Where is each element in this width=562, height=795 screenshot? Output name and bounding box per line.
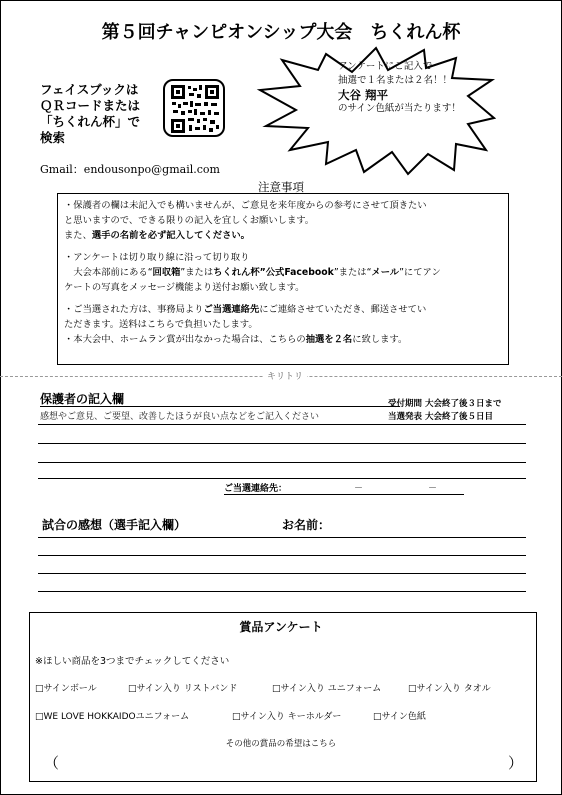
notes-text: 大会本部前にある“ bbox=[73, 267, 153, 278]
contact-dash: － bbox=[428, 484, 438, 494]
facebook-info bbox=[40, 82, 160, 146]
prize-checkbox-item[interactable]: □サイン入り リストバンド bbox=[128, 684, 238, 694]
burst-line: 抽選で１名または２名！！ bbox=[338, 75, 453, 86]
notes-text: また、 bbox=[64, 230, 92, 241]
notes-text bbox=[64, 228, 502, 243]
notes-title: 注意事項 bbox=[258, 180, 304, 194]
prize-survey-box bbox=[29, 612, 537, 782]
prize-other-label: その他の賞品の希望はこちら bbox=[225, 739, 337, 749]
burst-text bbox=[338, 60, 488, 116]
deadline-line: 当選発表 大会終了後５日目 bbox=[388, 412, 493, 422]
notes-box bbox=[57, 193, 509, 365]
notes-text bbox=[64, 302, 502, 317]
burst-line: アンケートにご記入で bbox=[338, 61, 433, 72]
notes-emphasis: 回収箱 bbox=[152, 267, 181, 278]
notes-text: ・アンケートは切り取り線に沿って切り取り bbox=[64, 252, 250, 263]
deadline-info bbox=[388, 398, 501, 424]
guardian-write-line[interactable] bbox=[38, 478, 526, 479]
page-title: 第５回チャンピオンシップ大会 ちくれん杯 bbox=[101, 22, 461, 43]
burst-line: のサイン色紙が当たります！ bbox=[338, 103, 461, 114]
prize-checkbox-item[interactable]: □サイン入り タオル bbox=[408, 684, 491, 694]
notes-emphasis: ”公式Facebook bbox=[259, 267, 334, 278]
notes-text: ・本大会中、ホームラン賞が出なかった場合は、こちらの bbox=[64, 334, 306, 345]
guardian-write-line[interactable] bbox=[38, 443, 526, 444]
prize-checkbox-item[interactable]: □サイン入り ユニフォーム bbox=[272, 684, 382, 694]
notes-emphasis: メール bbox=[371, 267, 400, 278]
prize-checkbox-item[interactable]: □サイン色紙 bbox=[373, 712, 426, 722]
notes-text: ケートの写真をメッセージ機能より送付お願い致します。 bbox=[64, 282, 305, 293]
qr-code-graphic bbox=[171, 85, 219, 133]
name-label: お名前： bbox=[282, 518, 331, 532]
guardian-subtitle: 感想やご意見、ご要望、改善したほうが良い点などをご記入ください bbox=[40, 412, 320, 422]
facebook-line: フェイスブックは bbox=[40, 82, 139, 97]
notes-text: ・保護者の欄は未記入でも構いませんが、ご意見を来年度からの参考にさせて頂きたい bbox=[64, 200, 427, 211]
prize-survey-title: 賞品アンケート bbox=[239, 620, 323, 634]
guardian-write-line[interactable] bbox=[38, 424, 526, 425]
qr-code-icon bbox=[163, 79, 225, 137]
notes-text: と思いますので、できる限りの記入を宜しくお願いします。 bbox=[64, 215, 315, 226]
notes-emphasis: ご当選連絡先 bbox=[203, 304, 260, 315]
notes-text: ”または bbox=[180, 267, 214, 278]
other-close-paren: ） bbox=[508, 754, 524, 772]
prize-checkbox-item[interactable]: □サイン入り キーホルダー bbox=[232, 712, 342, 722]
other-open-paren: （ bbox=[44, 754, 60, 772]
guardian-write-line[interactable] bbox=[38, 462, 526, 463]
match-write-line[interactable] bbox=[38, 591, 526, 592]
notes-emphasis: ちくれん杯 bbox=[213, 267, 260, 278]
match-write-line[interactable] bbox=[38, 573, 526, 574]
facebook-line: 検索 bbox=[40, 130, 66, 145]
notes-text: ”にてアン bbox=[399, 267, 441, 278]
notes-text: ”または“ bbox=[333, 267, 372, 278]
notes-text: にご連絡させていただき、郵送させてい bbox=[259, 304, 427, 315]
guardian-title-underline bbox=[40, 406, 400, 407]
notes-text bbox=[64, 265, 502, 280]
cut-label: キリトリ bbox=[263, 369, 307, 382]
contact-label: ご当選連絡先： bbox=[224, 484, 288, 494]
notes-text bbox=[64, 332, 502, 347]
match-write-line[interactable] bbox=[38, 555, 526, 556]
match-write-line[interactable] bbox=[38, 537, 526, 538]
notes-text: に致します。 bbox=[352, 334, 408, 345]
guardian-section-title: 保護者の記入欄 bbox=[40, 392, 125, 406]
notes-text: ただきます。送料はこちらで負担いたします。 bbox=[64, 319, 258, 330]
contact-dash: － bbox=[354, 484, 364, 494]
gmail-address: Gmail：endousonpo@gmail.com bbox=[40, 163, 220, 176]
notes-emphasis: 抽選を２名 bbox=[305, 334, 353, 345]
contact-write-line[interactable] bbox=[224, 494, 464, 495]
prize-checkbox-item[interactable]: □WE LOVE HOKKAIDOユニフォーム bbox=[35, 712, 190, 722]
notes-emphasis: 選手の名前を必ず記入してください。 bbox=[91, 230, 250, 241]
match-section-title: 試合の感想（選手記入欄） bbox=[42, 518, 187, 532]
burst-player-name: 大谷 翔平 bbox=[338, 88, 389, 102]
prize-checkbox-item[interactable]: □サインボール bbox=[35, 684, 97, 694]
notes-text: ・ご当選された方は、事務局より bbox=[64, 304, 204, 315]
facebook-line: ＱＲコードまたは bbox=[40, 98, 141, 113]
prize-instruction: ※ほしい商品を3つまでチェックしてください bbox=[35, 656, 230, 667]
facebook-line: 「ちくれん杯」で bbox=[40, 114, 141, 129]
deadline-line: 受付期間 大会終了後３日まで bbox=[388, 399, 502, 409]
